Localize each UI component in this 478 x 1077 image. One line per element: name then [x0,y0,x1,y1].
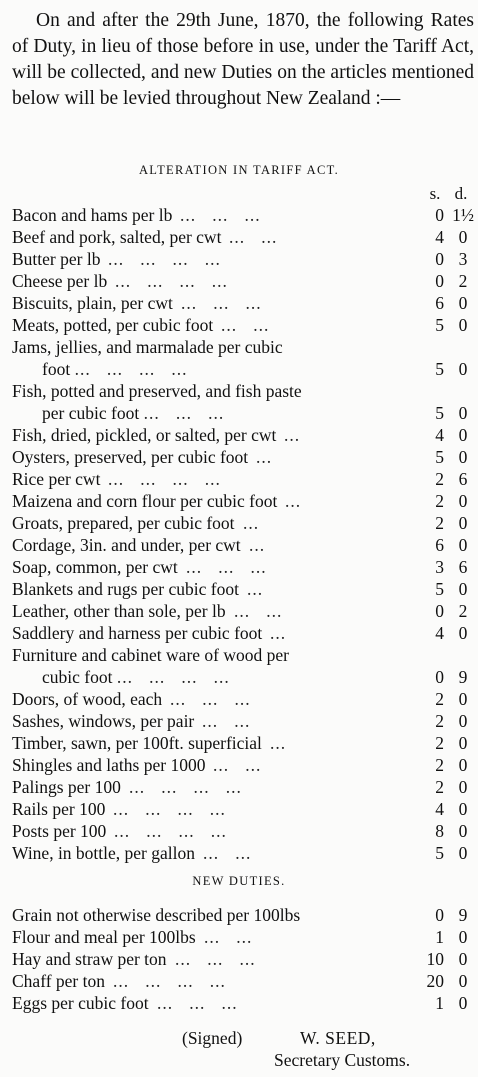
item-label: Shingles and laths per 1000 [12,755,206,775]
leader-dots-wrap [285,490,301,512]
leader-dots: ... ... ... ... [129,777,242,797]
item-label-line2: foot [42,359,71,379]
shillings-value: 0 [435,667,444,687]
item-label: Fish, potted and preserved, and fish paste [12,381,302,401]
leader-dots: ... ... ... [175,949,256,969]
duty-row [12,578,474,600]
leader-dots: ... ... ... ... [74,359,188,379]
duty-row [12,842,474,864]
pence-value: 0 [458,993,468,1013]
leader-dots: ... ... [221,315,270,335]
leader-dots: ... ... ... ... [113,799,226,819]
pence-value: 0 [458,689,468,709]
pence-value: 0 [458,927,468,947]
leader-dots: ... ... ... ... [114,821,227,841]
item-label: Cheese per lb [12,271,108,291]
pence-value: 0 [458,711,468,731]
leader-dots-wrap [175,948,256,970]
item-label: Rice per cwt [12,469,101,489]
pence-value: 0 [458,359,468,379]
leader-dots: ... ... [229,227,278,247]
item-label-continued [42,666,230,688]
shillings-value: 6 [435,293,444,313]
signed-label: (Signed) [182,1028,243,1048]
shillings-value: 0 [435,249,444,269]
shillings-value: 5 [435,579,444,599]
pence-value: 0 [458,227,468,247]
pence-value: 0 [458,491,468,511]
pence-value: 2 [458,601,468,621]
pence-value: 0 [458,535,468,555]
item-label: Palings per 100 [12,777,121,797]
item-label: Beef and pork, salted, per cwt [12,227,222,247]
shillings-value: 3 [435,557,444,577]
item-label: Doors, of wood, each [12,689,163,709]
duty-row [12,226,474,248]
item-label: Timber, sawn, per 100ft. superficial [12,733,262,753]
leader-dots-wrap [249,534,265,556]
item-label: Blankets and rugs per cubic foot [12,579,239,599]
signatory-name: W. SEED, [300,1028,376,1048]
intro-paragraph [12,8,474,112]
shillings-value: 5 [435,843,444,863]
duty-row [12,446,474,468]
leader-dots-wrap [256,446,272,468]
pence-value: 0 [458,971,468,991]
duty-row [12,556,474,578]
item-label: Furniture and cabinet ware of wood per [12,645,289,665]
leader-dots: ... [243,513,260,533]
duty-row [12,490,474,512]
shillings-value: 2 [435,777,444,797]
shillings-value: 5 [435,447,444,467]
duty-row [12,904,474,926]
column-headers [422,184,474,204]
shillings-value: 0 [435,205,444,225]
item-label: Biscuits, plain, per cwt [12,293,173,313]
shillings-value: 4 [435,623,444,643]
alteration-heading: ALTERATION IN TARIFF ACT. [138,163,340,177]
leader-dots: ... ... ... ... [108,249,221,269]
pence-value: 0 [458,293,468,313]
pence-value: 0 [458,403,468,423]
item-label: Posts per 100 [12,821,107,841]
leader-dots-wrap [115,270,228,292]
leader-dots-wrap [247,578,263,600]
leader-dots: ... [270,623,287,643]
leader-dots: ... [256,447,273,467]
duty-row [12,688,474,710]
leader-dots-wrap [202,710,250,732]
leader-dots: ... [270,733,287,753]
pence-value: 9 [458,667,468,687]
leader-dots: ... ... ... [181,293,262,313]
duty-row [12,622,474,644]
leader-dots-wrap [243,512,259,534]
leader-dots-wrap [113,798,226,820]
duty-row [12,820,474,842]
duty-row [12,468,474,490]
duty-row [12,424,474,446]
leader-dots: ... ... ... ... [113,971,226,991]
duty-row [12,776,474,798]
pence-value: 0 [458,315,468,335]
pence-value: 0 [458,447,468,467]
shillings-value: 1 [435,927,444,947]
item-label-line2: per cubic foot [42,403,140,423]
leader-dots: ... [285,491,302,511]
leader-dots-wrap [234,600,282,622]
pence-value: 0 [458,799,468,819]
leader-dots: ... ... ... ... [115,271,228,291]
item-label: Rails per 100 [12,799,106,819]
item-label: Bacon and hams per lb [12,205,173,225]
duty-row [12,380,474,423]
leader-dots: ... ... ... [186,557,267,577]
item-label: Jams, jellies, and marmalade per cubic [12,337,283,357]
pence-value: 0 [458,777,468,797]
duty-row [12,292,474,314]
shillings-value: 6 [435,535,444,555]
leader-dots-wrap [108,248,221,270]
leader-dots: ... ... ... ... [108,469,221,489]
new-duties-heading: NEW DUTIES. [192,874,286,888]
leader-dots: ... [249,535,266,555]
item-label: Fish, dried, pickled, or salted, per cwt [12,425,277,445]
item-label: Maizena and corn flour per cubic foot [12,491,278,511]
duty-row [12,336,474,379]
pence-value: 0 [458,755,468,775]
pence-value: 2 [458,271,468,291]
leader-dots: ... ... ... [143,403,225,423]
item-label: Flour and meal per 100lbs [12,927,196,947]
leader-dots-wrap [204,926,252,948]
duty-row [12,270,474,292]
item-label: Cordage, 3in. and under, per cwt [12,535,241,555]
item-label: Meats, potted, per cubic foot [12,315,214,335]
pence-value: 6 [458,557,468,577]
duty-row [12,710,474,732]
leader-dots-wrap [108,468,221,490]
duty-row [12,926,474,948]
shillings-value: 2 [435,513,444,533]
leader-dots: ... ... [204,927,253,947]
shillings-value: 20 [426,971,444,991]
item-label: Groats, prepared, per cubic foot [12,513,235,533]
pence-value: 0 [458,425,468,445]
item-label: Wine, in bottle, per gallon [12,843,195,863]
leader-dots: ... ... [213,755,262,775]
pence-value: 0 [458,513,468,533]
item-label: Leather, other than sole, per lb [12,601,226,621]
duty-row [12,992,474,1014]
leader-dots: ... [284,425,301,445]
leader-dots: ... ... [202,711,251,731]
item-label: Soap, common, per cwt [12,557,178,577]
leader-dots-wrap [180,204,261,226]
item-label: Chaff per ton [12,971,105,991]
shillings-value: 4 [435,425,444,445]
leader-dots-wrap [221,314,269,336]
pence-value: 0 [458,843,468,863]
leader-dots-wrap [113,970,226,992]
shillings-value: 5 [435,403,444,423]
pence-value: 0 [458,733,468,753]
duty-row [12,754,474,776]
shillings-value: 4 [435,227,444,247]
pence-value: 0 [458,821,468,841]
shillings-header: s. [429,184,441,203]
shillings-value: 0 [435,905,444,925]
shillings-value: 0 [435,601,444,621]
intro-text: On and after the 29th June, 1870, the following Rates of Duty, in lieu of those before in use, under the Tariff Act, will be collected, and new Duties on the articles mentioned below will be levied throughout New Zealand :— [12,10,474,109]
pence-value: 6 [458,469,468,489]
leader-dots-wrap [157,992,238,1014]
duty-row [12,948,474,970]
leader-dots-wrap [186,556,267,578]
shillings-value: 8 [435,821,444,841]
pence-value: 1½ [452,205,474,225]
duty-row [12,970,474,992]
item-label: Oysters, preserved, per cubic foot [12,447,249,467]
item-label-continued [42,358,187,380]
pence-value: 0 [458,623,468,643]
duty-row [12,204,474,226]
pence-value: 0 [458,579,468,599]
duty-row [12,512,474,534]
leader-dots: ... ... ... ... [116,667,230,687]
pence-header: d. [454,184,468,203]
leader-dots: ... ... ... [157,993,238,1013]
leader-dots-wrap [170,688,251,710]
shillings-value: 2 [435,711,444,731]
duty-row [12,732,474,754]
leader-dots: ... ... [203,843,252,863]
item-label: Butter per lb [12,249,101,269]
leader-dots-wrap [229,226,277,248]
signatory-title: Secretary Customs. [274,1050,411,1070]
leader-dots-wrap [129,776,242,798]
leader-dots-wrap [181,292,262,314]
shillings-value: 2 [435,689,444,709]
shillings-value: 2 [435,491,444,511]
shillings-value: 4 [435,799,444,819]
item-label: Saddlery and harness per cubic foot [12,623,263,643]
leader-dots: ... [247,579,264,599]
shillings-value: 2 [435,469,444,489]
pence-value: 9 [458,905,468,925]
leader-dots-wrap [284,424,300,446]
item-label: Sashes, windows, per pair [12,711,195,731]
duty-row [12,798,474,820]
duty-row [12,248,474,270]
item-label: Grain not otherwise described per 100lbs [12,905,301,925]
shillings-value: 2 [435,733,444,753]
leader-dots: ... ... ... [170,689,251,709]
shillings-value: 2 [435,755,444,775]
shillings-value: 0 [435,271,444,291]
shillings-value: 10 [426,949,444,969]
leader-dots-wrap [114,820,227,842]
duty-row [12,534,474,556]
pence-value: 0 [458,949,468,969]
leader-dots-wrap [270,732,286,754]
leader-dots-wrap [270,622,286,644]
item-label-line2: cubic foot [42,667,113,687]
leader-dots: ... ... ... [180,205,261,225]
pence-value: 3 [458,249,468,269]
shillings-value: 5 [435,315,444,335]
leader-dots: ... ... [234,601,283,621]
shillings-value: 1 [435,993,444,1013]
duty-row [12,314,474,336]
item-label-continued [42,402,224,424]
duty-row [12,600,474,622]
shillings-value: 5 [435,359,444,379]
leader-dots-wrap [213,754,261,776]
leader-dots-wrap [203,842,251,864]
item-label: Hay and straw per ton [12,949,167,969]
item-label: Eggs per cubic foot [12,993,149,1013]
duty-row [12,644,474,687]
